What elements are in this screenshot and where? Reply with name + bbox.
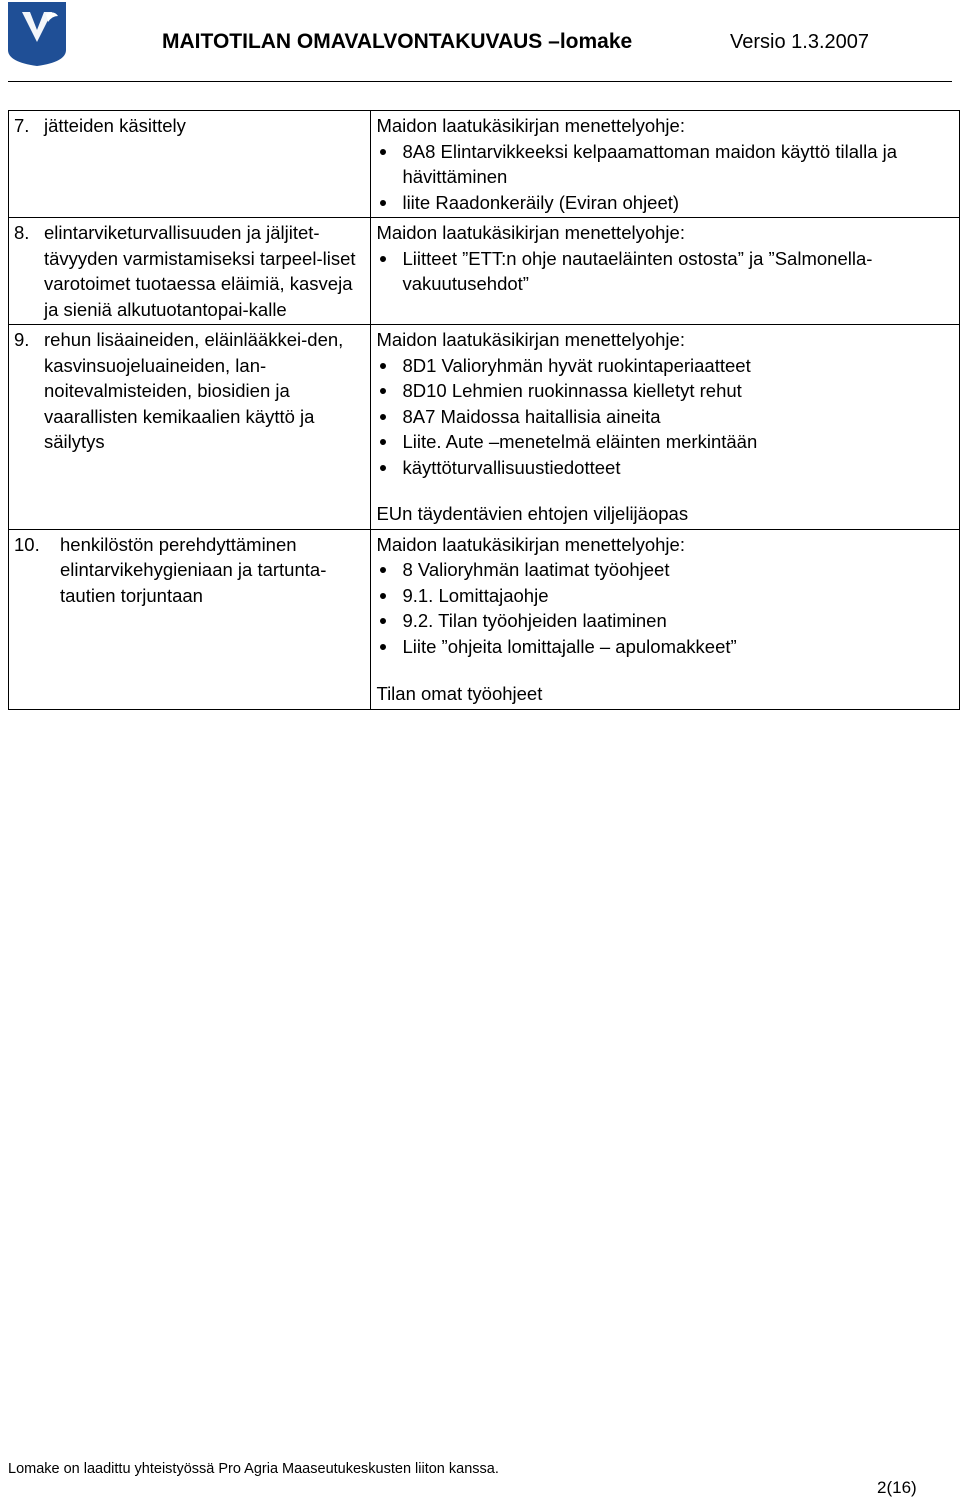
form-title: MAITOTILAN OMAVALVONTAKUVAUS –lomake — [162, 30, 633, 53]
list-item: Liite ”ohjeita lomittajalle – apulomakkeet” — [376, 634, 953, 660]
reference-note: Tilan omat työohjeet — [376, 683, 543, 704]
reference-intro: Maidon laatukäsikirjan menettelyohje: — [376, 533, 685, 555]
reference-intro: Maidon laatukäsikirjan menettelyohje: — [376, 222, 685, 243]
topic-cell — [9, 529, 371, 709]
reference-list — [376, 353, 953, 481]
list-item: Liitteet ”ETT:n ohje nautaeläinten ostosta” ja ”Salmonella-vakuutusehdot” — [376, 246, 953, 297]
row-topic: rehun lisäaineiden, eläinlääkkei-den, kasvinsuojeluaineiden, lan-noitevalmisteiden, biosidien ja vaarallisten kemikaalien käyttö ja säilytys — [44, 329, 344, 452]
table-row — [9, 325, 960, 530]
footer-note: Lomake on laadittu yhteistyössä Pro Agria Maaseutukeskusten liiton kanssa. — [8, 1461, 499, 1477]
table-row — [9, 218, 960, 325]
list-item: käyttöturvallisuustiedotteet — [376, 455, 953, 481]
row-number: 8. — [14, 222, 30, 243]
topic-cell — [9, 325, 371, 530]
row-topic: henkilöstön perehdyttäminen elintarvikehygieniaan ja tartunta-tautien torjuntaan — [60, 533, 327, 606]
list-item: 8 Valioryhmän laatimat työohjeet — [376, 557, 953, 583]
reference-list — [376, 557, 953, 659]
header-divider — [8, 81, 952, 82]
reference-list — [376, 246, 953, 297]
topic-cell — [9, 111, 371, 218]
list-item: 8D1 Valioryhmän hyvät ruokintaperiaatteet — [376, 353, 953, 379]
list-item: liite Raadonkeräily (Eviran ohjeet) — [376, 190, 953, 216]
reference-note: EUn täydentävien ehtojen viljelijäopas — [376, 503, 689, 524]
reference-cell — [371, 111, 960, 218]
list-item: 8A8 Elintarvikkeeksi kelpaamattoman maidon käyttö tilalla ja hävittäminen — [376, 139, 953, 190]
control-table — [8, 110, 960, 710]
table-row — [9, 529, 960, 709]
list-item: 8D10 Lehmien ruokinnassa kielletyt rehut — [376, 378, 953, 404]
topic-cell — [9, 218, 371, 325]
list-item: 9.1. Lomittajaohje — [376, 583, 953, 609]
list-item: 8A7 Maidossa haitallisia aineita — [376, 404, 953, 430]
row-number: 9. — [14, 329, 30, 350]
reference-cell — [371, 325, 960, 530]
row-topic: elintarviketurvallisuuden ja jäljitet-tävyyden varmistamiseksi tarpeel-liset varotoimet tuotaessa eläimiä, kasveja ja sieniä alkutuotantopai-kalle — [44, 222, 356, 320]
list-item: 9.2. Tilan työohjeiden laatiminen — [376, 608, 953, 634]
row-number: 7. — [14, 115, 30, 136]
page-number: 2(16) — [877, 1478, 917, 1497]
reference-list — [376, 139, 953, 216]
version-label: Versio 1.3.2007 — [730, 31, 869, 53]
reference-cell — [371, 529, 960, 709]
list-item: Liite. Aute –menetelmä eläinten merkintään — [376, 429, 953, 455]
reference-intro: Maidon laatukäsikirjan menettelyohje: — [376, 115, 685, 136]
reference-cell — [371, 218, 960, 325]
valio-logo — [8, 2, 66, 66]
row-number: 10. — [14, 533, 40, 555]
row-topic: jätteiden käsittely — [44, 115, 186, 136]
table-row — [9, 111, 960, 218]
reference-intro: Maidon laatukäsikirjan menettelyohje: — [376, 329, 685, 350]
